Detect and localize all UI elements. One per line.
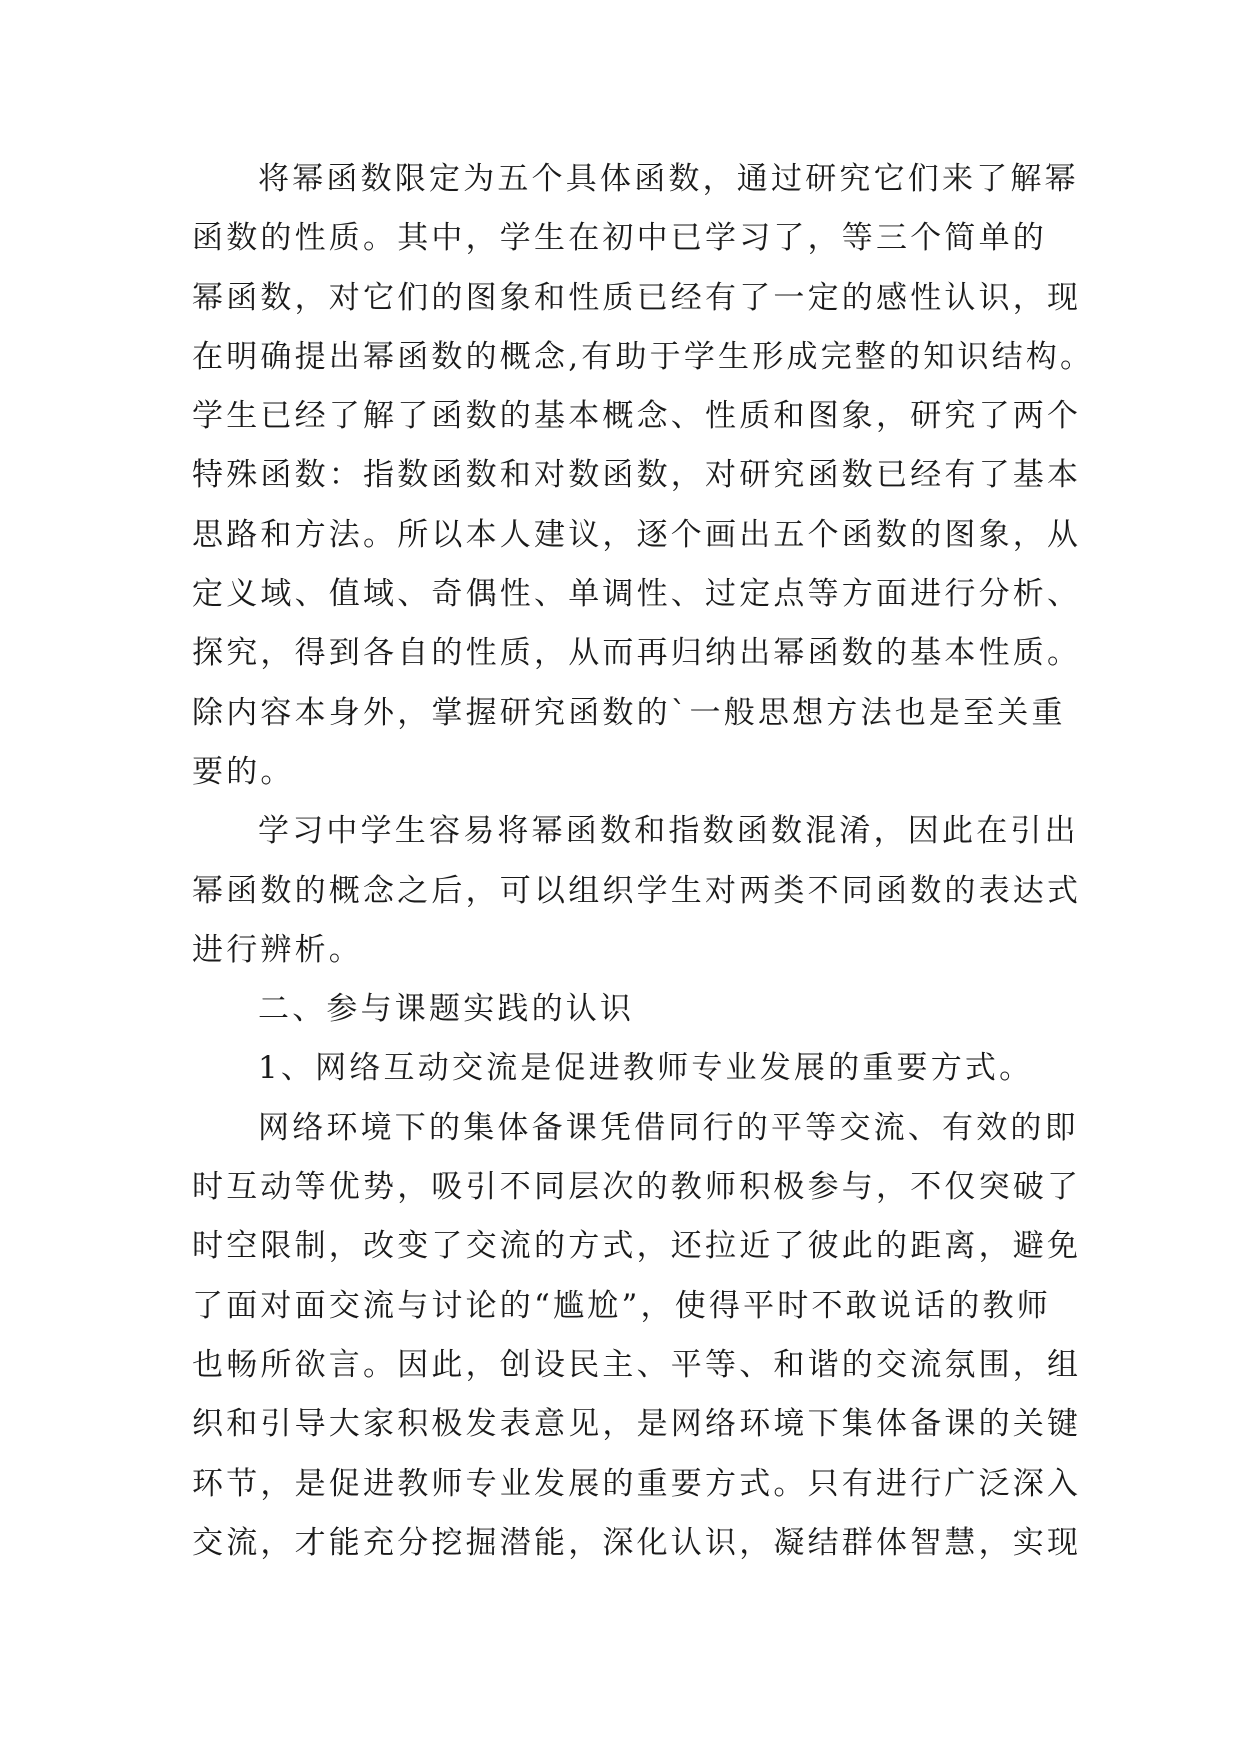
text-line: 时互动等优势，吸引不同层次的教师积极参与，不仅突破了 [192, 1169, 1082, 1206]
text-line: 了面对面交流与讨论的“尴尬”，使得平时不敢说话的教师 [192, 1287, 1051, 1324]
text-line: 也畅所欲言。因此，创设民主、平等、和谐的交流氛围，组 [192, 1346, 1082, 1383]
text-line: 学习中学生容易将幂函数和指数函数混淆，因此在引出 [258, 813, 1079, 850]
text-line: 进行辨析。 [192, 931, 363, 968]
text-line: 环节，是促进教师专业发展的重要方式。只有进行广泛深入 [192, 1465, 1082, 1502]
text-line: 探究，得到各自的性质，从而再归纳出幂函数的基本性质。 [192, 635, 1082, 672]
text-line: 1、网络互动交流是促进教师专业发展的重要方式。 [258, 1050, 1034, 1087]
text-line: 二、参与课题实践的认识 [258, 991, 635, 1028]
text-line: 特殊函数：指数函数和对数函数，对研究函数已经有了基本 [192, 457, 1082, 494]
text-line: 将幂函数限定为五个具体函数，通过研究它们来了解幂 [258, 161, 1079, 197]
text-line: 函数的性质。其中，学生在初中已学习了，等三个简单的 [192, 220, 1047, 257]
text-line: 时空限制，改变了交流的方式，还拉近了彼此的距离，避免 [192, 1228, 1082, 1265]
text-line: 网络环境下的集体备课凭借同行的平等交流、有效的即 [258, 1109, 1079, 1146]
text-line: 交流，才能充分挖掘潜能，深化认识，凝结群体智慧，实现 [192, 1524, 1082, 1561]
text-line: 幂函数，对它们的图象和性质已经有了一定的感性认识，现 [192, 279, 1082, 316]
text-line: 思路和方法。所以本人建议，逐个画出五个函数的图象，从 [192, 516, 1082, 553]
text-line: 织和引导大家积极发表意见，是网络环境下集体备课的关键 [192, 1406, 1082, 1443]
text-line: 学生已经了解了函数的基本概念、性质和图象，研究了两个 [192, 398, 1082, 435]
text-line: 定义域、值域、奇偶性、单调性、过定点等方面进行分析、 [192, 576, 1082, 613]
text-line: 幂函数的概念之后，可以组织学生对两类不同函数的表达式 [192, 872, 1082, 909]
text-line: 要的。 [192, 753, 295, 790]
text-line: 在明确提出幂函数的概念,有助于学生形成完整的知识结构。 [192, 338, 1095, 375]
body-text [192, 150, 1095, 1573]
text-line: 除内容本身外，掌握研究函数的`一般思想方法也是至关重 [192, 694, 1066, 731]
